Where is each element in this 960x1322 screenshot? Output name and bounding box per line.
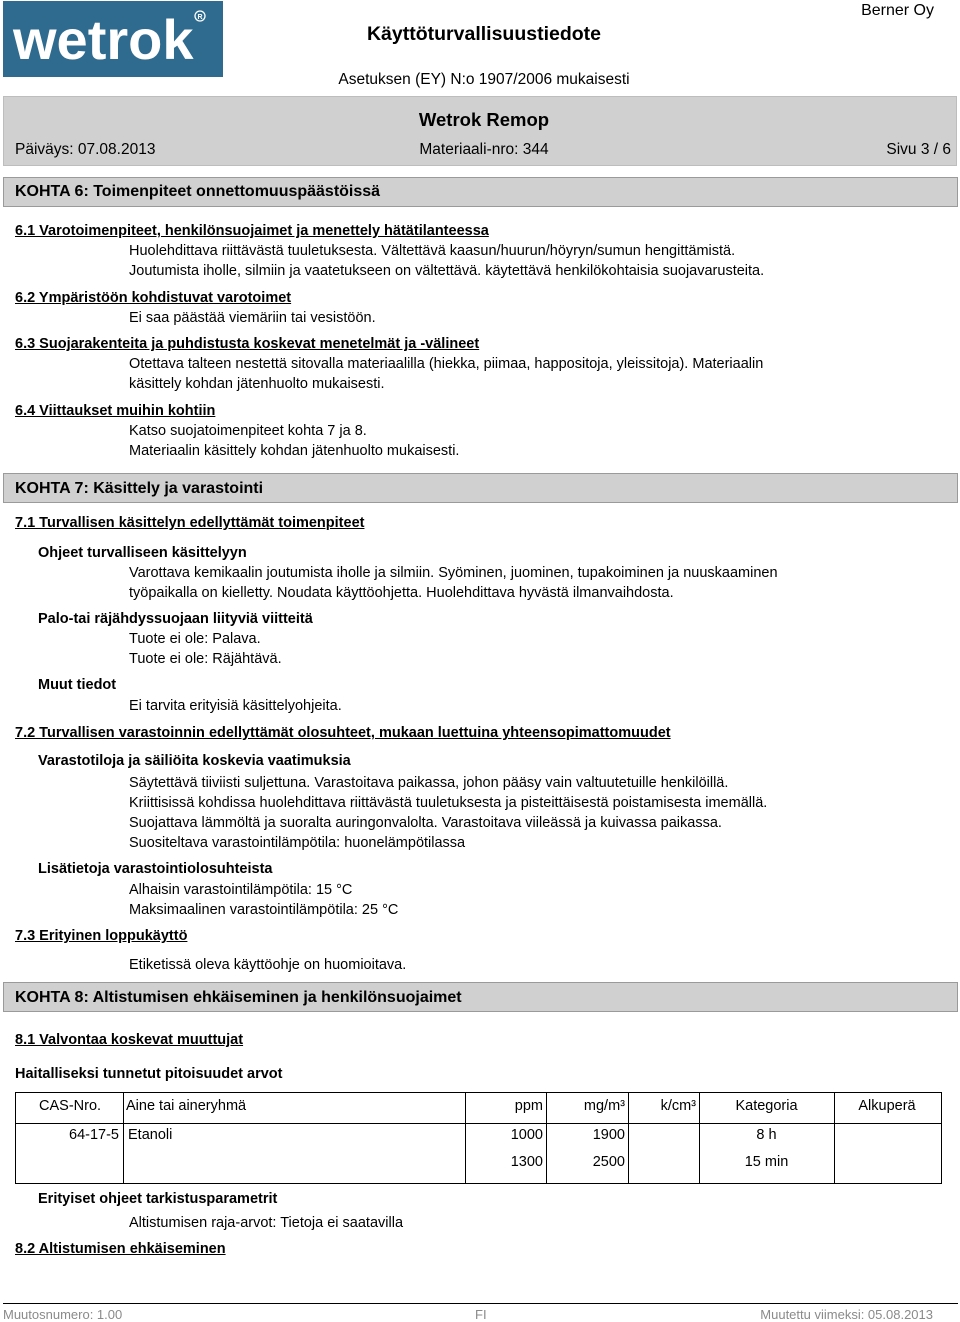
table-header-kcm3: k/cm³ xyxy=(660,1098,696,1114)
table-row2-ppm: 1300 xyxy=(510,1154,543,1170)
text-storage-line3: Suojattava lämmöltä ja suoralta auringonvalolta. Varastoitava viileässä ja kuivassa paikassa. xyxy=(129,815,722,831)
section-8-title: KOHTA 8: Altistumisen ehkäiseminen ja henkilönsuojaimet xyxy=(15,989,462,1006)
table-row1-cas: 64-17-5 xyxy=(69,1127,119,1143)
text-6-4-line1: Katso suojatoimenpiteet kohta 7 ja 8. xyxy=(129,423,367,439)
table-header-ppm: ppm xyxy=(514,1098,543,1114)
company-name: Berner Oy xyxy=(861,2,934,19)
heading-6-3: 6.3 Suojarakenteita ja puhdistusta koskevat menetelmät ja -välineet xyxy=(15,336,480,352)
heading-7-3: 7.3 Erityinen loppukäyttö xyxy=(15,928,188,944)
material-number: Materiaali-nro: 344 xyxy=(419,141,549,158)
table-row2-mgm3: 2500 xyxy=(592,1154,625,1170)
table-col-divider xyxy=(123,1092,124,1184)
heading-6-1: 6.1 Varotoimenpiteet, henkilönsuojaimet ja menettely hätätilanteessa xyxy=(15,223,489,239)
product-name: Wetrok Remop xyxy=(418,109,550,130)
table-row1-ppm: 1000 xyxy=(510,1127,543,1143)
text-storage-line1: Säytettävä tiiviisti suljettuna. Varastoitava paikassa, johon pääsy vain valtuutetuille henkilöillä. xyxy=(129,775,729,791)
table-header-divider xyxy=(15,1123,942,1124)
text-6-1-line1: Huolehdittava riittävästä tuuletuksesta. Vältettävä kaasun/huurun/höyryn/sumun hengittämistä. xyxy=(129,243,736,259)
document-title: Käyttöturvallisuustiedote xyxy=(366,23,602,45)
table-row2-category: 15 min xyxy=(744,1154,789,1170)
svg-text:R: R xyxy=(197,14,203,21)
text-control-parameters-line1: Altistumisen raja-arvot: Tietoja ei saatavilla xyxy=(129,1215,404,1231)
footer-language: FI xyxy=(475,1307,487,1322)
label-other-info: Muut tiedot xyxy=(38,677,117,693)
table-row1-substance: Etanoli xyxy=(128,1127,173,1143)
text-storage-line2: Kriittisissä kohdissa huolehdittava riittävästä tuuletuksesta ja pisteittäisestä poistamisesta imemällä. xyxy=(129,795,768,811)
page-number: Sivu 3 / 6 xyxy=(886,141,951,158)
text-storage-line4: Suositeltava varastointilämpötila: huonelämpötilassa xyxy=(129,835,466,851)
heading-8-1: 8.1 Valvontaa koskevat muuttujat xyxy=(15,1032,244,1048)
text-fire-line2: Tuote ei ole: Räjähtävä. xyxy=(129,651,282,667)
document-date: Päiväys: 07.08.2013 xyxy=(15,141,156,158)
label-storage-requirements: Varastotiloja ja säiliöita koskevia vaatimuksia xyxy=(38,753,351,769)
heading-7-2: 7.2 Turvallisen varastoinnin edellyttämät olosuhteet, mukaan luettuina yhteensopimattomuudet xyxy=(15,725,671,741)
text-storage-temp-max: Maksimaalinen varastointilämpötila: 25 °C xyxy=(129,902,399,918)
footer-divider xyxy=(3,1303,958,1304)
text-6-3-line1: Otettava talteen nestettä sitovalla materiaalilla (hiekka, piimaa, happositoja, yleissitoja). Materiaalin xyxy=(129,356,764,372)
footer-revision: Muutosnumero: 1.00 xyxy=(3,1307,123,1322)
text-6-3-line2: käsittely kohdan jätenhuolto mukaisesti. xyxy=(129,376,385,392)
regulation-note: Asetuksen (EY) N:o 1907/2006 mukaisesti xyxy=(338,71,630,88)
label-storage-additional: Lisätietoja varastointiolosuhteista xyxy=(38,861,273,877)
text-safe-handling-line2: työpaikalla on kielletty. Noudata käyttöohjetta. Huolehdittava hyvästä ilmanvaihdosta. xyxy=(129,585,674,601)
heading-6-4: 6.4 Viittaukset muihin kohtiin xyxy=(15,403,216,419)
text-other-line1: Ei tarvita erityisiä käsittelyohjeita. xyxy=(129,698,342,714)
label-control-parameters: Erityiset ohjeet tarkistusparametrit xyxy=(38,1191,278,1207)
table-header-mgm3: mg/m³ xyxy=(583,1098,625,1114)
text-6-2-line1: Ei saa päästää viemäriin tai vesistöön. xyxy=(129,310,376,326)
label-safe-handling: Ohjeet turvalliseen käsittelyyn xyxy=(38,545,247,561)
section-7-title: KOHTA 7: Käsittely ja varastointi xyxy=(15,480,264,497)
heading-7-1: 7.1 Turvallisen käsittelyn edellyttämät toimenpiteet xyxy=(15,515,365,531)
text-fire-line1: Tuote ei ole: Palava. xyxy=(129,631,261,647)
table-header-origin: Alkuperä xyxy=(858,1098,916,1114)
table-row1-category: 8 h xyxy=(756,1127,777,1143)
label-fire-protection: Palo-tai räjähdyssuojaan liityviä viitteitä xyxy=(38,611,313,627)
table-header-category: Kategoria xyxy=(735,1098,798,1114)
text-safe-handling-line1: Varottava kemikaalin joutumista iholle ja silmiin. Syöminen, juominen, tupakoiminen ja nuuskaaminen xyxy=(129,565,778,581)
footer-modified-date: Muutettu viimeksi: 05.08.2013 xyxy=(760,1307,933,1322)
table-row1-mgm3: 1900 xyxy=(592,1127,625,1143)
logo-wordmark: wetrok xyxy=(13,8,194,71)
text-6-4-line2: Materiaalin käsittely kohdan jätenhuolto mukaisesti. xyxy=(129,443,460,459)
heading-8-2: 8.2 Altistumisen ehkäiseminen xyxy=(15,1241,226,1257)
heading-6-2: 6.2 Ympäristöön kohdistuvat varotoimet xyxy=(15,290,292,306)
text-6-1-line2: Joutumista iholle, silmiin ja vaatetukseen on vältettävä. käytettävä henkilökohtaisia suojavarusteita. xyxy=(129,263,765,279)
table-title: Haitalliseksi tunnetut pitoisuudet arvot xyxy=(15,1066,283,1082)
text-7-3-line1: Etiketissä oleva käyttöohje on huomioitava. xyxy=(129,957,407,973)
text-storage-temp-min: Alhaisin varastointilämpötila: 15 °C xyxy=(129,882,353,898)
section-6-title: KOHTA 6: Toimenpiteet onnettomuuspäästöissä xyxy=(15,183,381,200)
table-header-cas: CAS-Nro. xyxy=(39,1098,102,1114)
table-header-substance: Aine tai aineryhmä xyxy=(126,1098,247,1114)
